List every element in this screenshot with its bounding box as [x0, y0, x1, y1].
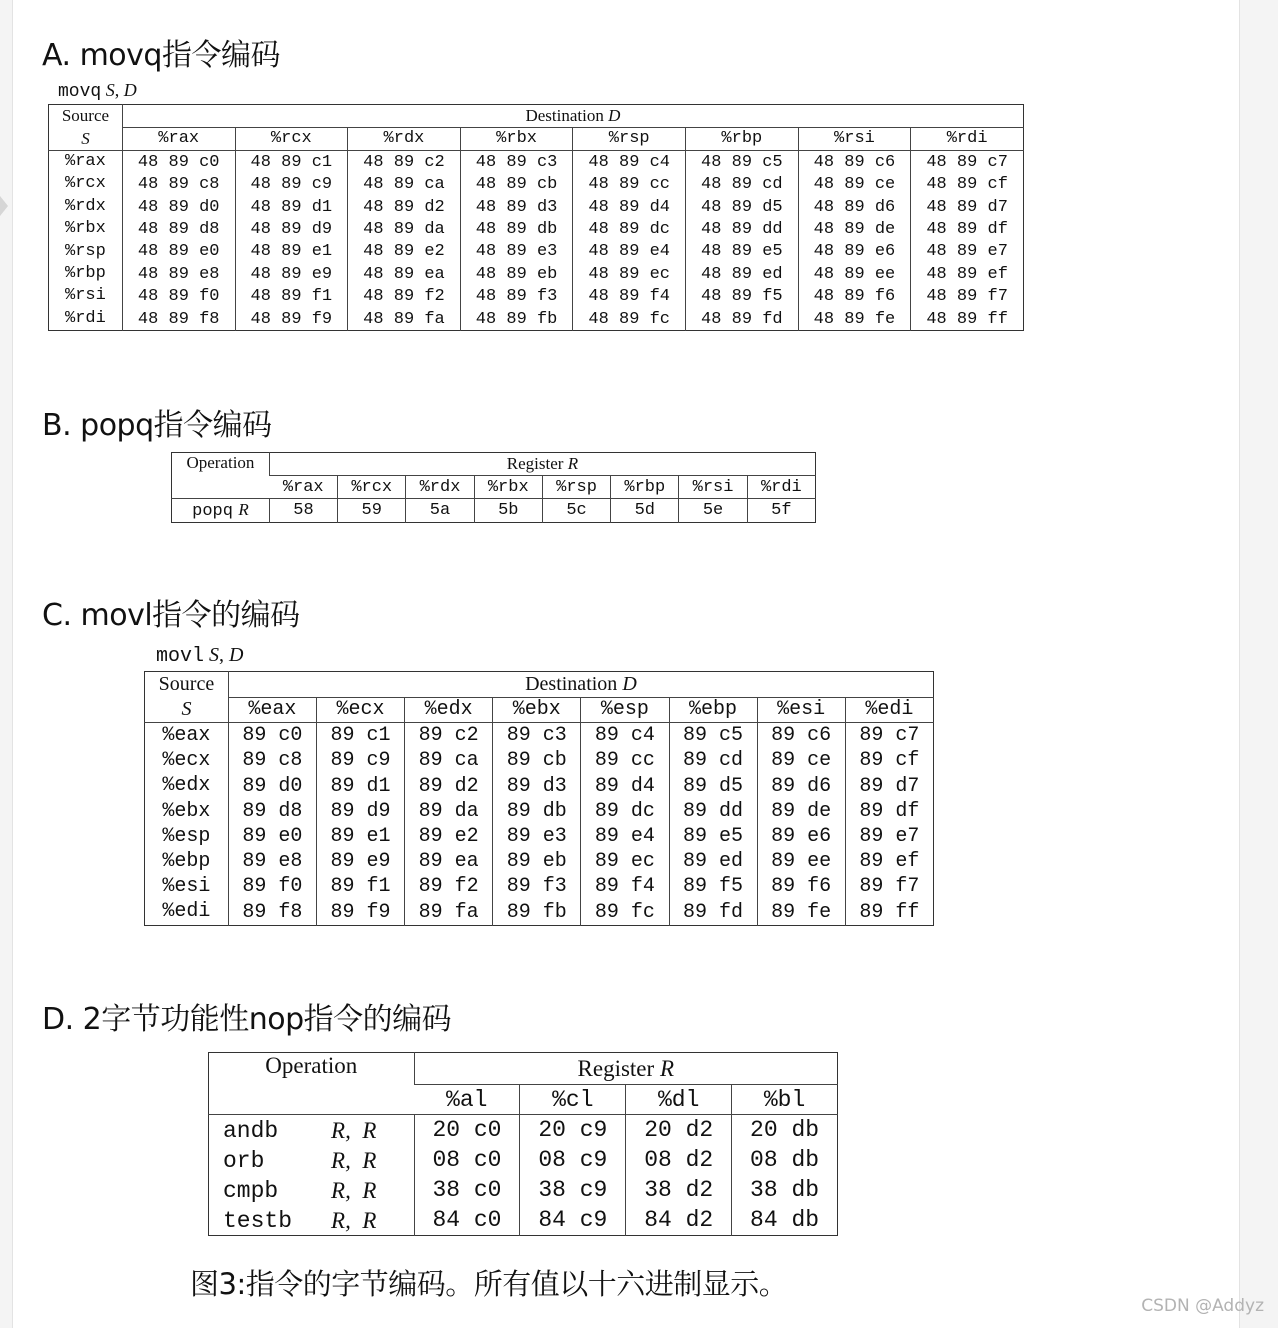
table-row: [172, 499, 816, 523]
table-row: [209, 1205, 838, 1236]
column-header: %rcx: [235, 127, 348, 151]
encoding-cell: 08 d2: [626, 1145, 732, 1175]
encoding-cell: 48 89 f1: [235, 285, 348, 307]
encoding-cell: 48 89 cf: [911, 173, 1024, 195]
table-row: [145, 824, 934, 849]
encoding-cell: 89 f4: [581, 874, 669, 899]
column-header: %rsi: [798, 127, 911, 151]
right-gutter: [1240, 0, 1278, 1328]
encoding-cell: 48 89 d5: [686, 196, 799, 218]
encoding-cell: 48 89 eb: [460, 263, 573, 285]
encoding-cell: 89 fc: [581, 899, 669, 925]
encoding-cell: 48 89 ce: [798, 173, 911, 195]
register-label: Register: [506, 454, 564, 473]
row-operation: [172, 499, 270, 523]
caption-op: movl: [156, 645, 205, 668]
destination-label: Destination: [525, 105, 604, 125]
table-row: [49, 218, 1024, 240]
encoding-cell: 89 e7: [845, 824, 933, 849]
encoding-cell: 89 c1: [317, 723, 405, 749]
column-header: %rbx: [474, 476, 542, 499]
column-header: %rdi: [911, 127, 1024, 151]
operation-header: Operation: [172, 453, 270, 499]
encoding-cell: 89 cf: [845, 748, 933, 773]
row-source: %rsp: [65, 241, 106, 261]
encoding-cell: 89 d2: [405, 773, 493, 798]
register-var: R: [659, 1055, 674, 1081]
encoding-cell: 89 c5: [669, 723, 757, 749]
encoding-cell: 89 eb: [493, 849, 581, 874]
operation-name: orb: [223, 1147, 265, 1174]
encoding-cell: 48 89 ec: [573, 263, 686, 285]
encoding-cell: 38 d2: [626, 1175, 732, 1205]
encoding-cell: 48 89 cc: [573, 173, 686, 195]
operation-var: R: [238, 500, 249, 519]
encoding-cell: 48 89 e6: [798, 241, 911, 263]
encoding-cell: 5b: [474, 499, 542, 523]
destination-var: D: [608, 105, 621, 125]
encoding-cell: 89 c4: [581, 723, 669, 749]
encoding-cell: 08 db: [732, 1145, 838, 1175]
encoding-cell: 89 e4: [581, 824, 669, 849]
encoding-cell: 20 db: [732, 1115, 838, 1146]
column-header: %bl: [732, 1085, 838, 1115]
encoding-cell: 84 c9: [520, 1205, 626, 1236]
register-var: R: [567, 454, 579, 473]
encoding-cell: 84 db: [732, 1205, 838, 1236]
register-header: [269, 453, 815, 476]
column-header: %rdx: [348, 127, 461, 151]
operation-name: popq: [192, 502, 233, 521]
encoding-cell: 48 89 d4: [573, 196, 686, 218]
row-source: %ecx: [162, 749, 211, 773]
encoding-cell: 48 89 c4: [573, 151, 686, 174]
encoding-cell: 48 89 db: [460, 218, 573, 240]
encoding-cell: 48 89 fc: [573, 308, 686, 331]
source-header: Source: [61, 106, 110, 125]
row-source: %rcx: [65, 174, 106, 194]
encoding-cell: 89 d3: [493, 773, 581, 798]
row-source: %rbp: [65, 264, 106, 284]
operand-var: R: [331, 1118, 346, 1143]
row-source: %rdx: [65, 196, 106, 216]
encoding-cell: 48 89 c3: [460, 151, 573, 174]
encoding-cell: 48 89 c2: [348, 151, 461, 174]
encoding-cell: 89 ee: [757, 849, 845, 874]
encoding-cell: 20 c9: [520, 1115, 626, 1146]
caption-op: movq: [58, 82, 102, 102]
encoding-cell: 48 89 f4: [573, 285, 686, 307]
table-a-caption: movq S, D: [58, 80, 137, 102]
caption-s: S: [105, 80, 115, 100]
column-header: %ebp: [669, 697, 757, 723]
operand-var: R: [362, 1208, 377, 1233]
row-operation: [209, 1175, 415, 1205]
row-source: %ebx: [162, 799, 211, 823]
table-row: [145, 748, 934, 773]
encoding-cell: 89 d9: [317, 799, 405, 824]
table-row: [145, 849, 934, 874]
caption-d: D: [229, 644, 244, 666]
encoding-cell: 5d: [611, 499, 679, 523]
destination-header: [228, 672, 933, 698]
operation-operands: R, R: [331, 1148, 377, 1173]
header-row: [49, 105, 1024, 128]
encoding-cell: 48 89 c7: [911, 151, 1024, 174]
encoding-cell: 48 89 ea: [348, 263, 461, 285]
encoding-cell: 48 89 e4: [573, 241, 686, 263]
encoding-cell: 89 f7: [845, 874, 933, 899]
column-header: %ebx: [493, 697, 581, 723]
encoding-cell: 48 89 c9: [235, 173, 348, 195]
encoding-cell: 89 f3: [493, 874, 581, 899]
column-header-row: [145, 697, 934, 723]
encoding-cell: 20 d2: [626, 1115, 732, 1146]
encoding-cell: 20 c0: [414, 1115, 520, 1146]
table-row: [209, 1175, 838, 1205]
encoding-cell: 48 89 f2: [348, 285, 461, 307]
table-row: [145, 874, 934, 899]
figure-caption: 图3:指令的字节编码。所有值以十六进制显示。: [190, 1267, 788, 1301]
row-source: %rsi: [65, 286, 106, 306]
encoding-cell: 89 f2: [405, 874, 493, 899]
operand-var: R: [362, 1118, 377, 1143]
source-header: Source: [158, 673, 215, 695]
encoding-cell: 89 e5: [669, 824, 757, 849]
encoding-cell: 59: [338, 499, 406, 523]
encoding-cell: 84 c0: [414, 1205, 520, 1236]
row-source: %rbx: [65, 219, 106, 239]
movl-encoding-table: [144, 671, 934, 926]
encoding-cell: 48 89 c0: [122, 151, 235, 174]
encoding-cell: 89 cb: [493, 748, 581, 773]
encoding-cell: 48 89 c5: [686, 151, 799, 174]
column-header: %rbx: [460, 127, 573, 151]
table-row: [49, 151, 1024, 174]
column-header: %ecx: [317, 697, 405, 723]
encoding-cell: 89 c8: [228, 748, 316, 773]
column-header: %rdi: [747, 476, 815, 499]
encoding-cell: 48 89 c8: [122, 173, 235, 195]
encoding-cell: 89 dd: [669, 799, 757, 824]
row-source: %rdi: [65, 308, 106, 328]
column-header: %edi: [845, 697, 933, 723]
operation-name: andb: [223, 1117, 279, 1144]
register-label: Register: [577, 1055, 655, 1081]
encoding-cell: 48 89 f3: [460, 285, 573, 307]
encoding-cell: 38 db: [732, 1175, 838, 1205]
encoding-cell: 48 89 dd: [686, 218, 799, 240]
encoding-cell: 48 89 de: [798, 218, 911, 240]
collapse-arrow-icon[interactable]: [0, 196, 8, 216]
encoding-cell: 48 89 dc: [573, 218, 686, 240]
caption-s: S: [209, 644, 220, 666]
row-operation: [209, 1205, 415, 1236]
encoding-cell: 48 89 ca: [348, 173, 461, 195]
section-c-title: C. movl指令的编码: [42, 598, 300, 633]
encoding-cell: 48 89 cb: [460, 173, 573, 195]
encoding-cell: 48 89 fa: [348, 308, 461, 331]
encoding-cell: 89 e3: [493, 824, 581, 849]
encoding-cell: 89 c7: [845, 723, 933, 749]
encoding-cell: 48 89 fd: [686, 308, 799, 331]
encoding-cell: 48 89 e9: [235, 263, 348, 285]
encoding-cell: 5a: [406, 499, 474, 523]
encoding-cell: 89 e1: [317, 824, 405, 849]
encoding-cell: 89 ec: [581, 849, 669, 874]
column-header-row: [49, 127, 1024, 151]
encoding-cell: 48 89 d8: [122, 218, 235, 240]
table-row: [49, 263, 1024, 285]
encoding-cell: 89 d7: [845, 773, 933, 798]
column-header: %rbp: [611, 476, 679, 499]
operation-operands: R, R: [331, 1208, 377, 1233]
encoding-cell: 38 c0: [414, 1175, 520, 1205]
encoding-cell: 89 c9: [317, 748, 405, 773]
destination-var: D: [622, 672, 637, 695]
column-header: %esi: [757, 697, 845, 723]
encoding-cell: 84 d2: [626, 1205, 732, 1236]
encoding-cell: 48 89 e5: [686, 241, 799, 263]
table-row: [145, 799, 934, 824]
encoding-cell: 48 89 c1: [235, 151, 348, 174]
encoding-cell: 48 89 e1: [235, 241, 348, 263]
table-c-caption: movl S, D: [156, 644, 244, 668]
encoding-cell: 89 f8: [228, 899, 316, 925]
nop-encoding-table: [208, 1052, 838, 1236]
operation-name: cmpb: [223, 1177, 279, 1204]
movq-encoding-table: [48, 104, 1024, 331]
row-operation: [209, 1145, 415, 1175]
encoding-cell: 48 89 ed: [686, 263, 799, 285]
encoding-cell: 89 d8: [228, 799, 316, 824]
table-row: [49, 308, 1024, 331]
encoding-cell: 89 fb: [493, 899, 581, 925]
encoding-cell: 48 89 d9: [235, 218, 348, 240]
encoding-cell: 48 89 c6: [798, 151, 911, 174]
column-header: %rdx: [406, 476, 474, 499]
table-row: [145, 723, 934, 749]
encoding-cell: 89 ed: [669, 849, 757, 874]
encoding-cell: 89 ce: [757, 748, 845, 773]
table-row: [209, 1145, 838, 1175]
column-header: %rax: [269, 476, 337, 499]
encoding-cell: 89 df: [845, 799, 933, 824]
operation-operands: R, R: [331, 1178, 377, 1203]
column-header: %rax: [122, 127, 235, 151]
column-header: %esp: [581, 697, 669, 723]
encoding-cell: 89 c2: [405, 723, 493, 749]
encoding-cell: 48 89 cd: [686, 173, 799, 195]
encoding-cell: 48 89 e2: [348, 241, 461, 263]
encoding-cell: 89 ff: [845, 899, 933, 925]
encoding-cell: 89 fd: [669, 899, 757, 925]
encoding-cell: 48 89 ef: [911, 263, 1024, 285]
encoding-cell: 89 dc: [581, 799, 669, 824]
table-row: [49, 196, 1024, 218]
column-header: %eax: [228, 697, 316, 723]
encoding-cell: 89 fa: [405, 899, 493, 925]
column-header: %rcx: [338, 476, 406, 499]
encoding-cell: 89 c0: [228, 723, 316, 749]
operand-var: R: [362, 1148, 377, 1173]
operand-var: R: [331, 1208, 346, 1233]
encoding-cell: 89 e0: [228, 824, 316, 849]
encoding-cell: 89 f6: [757, 874, 845, 899]
row-source: %edi: [162, 900, 211, 924]
encoding-cell: 58: [269, 499, 337, 523]
encoding-cell: 48 89 ee: [798, 263, 911, 285]
table-row: [145, 773, 934, 798]
encoding-cell: 08 c0: [414, 1145, 520, 1175]
encoding-cell: 89 fe: [757, 899, 845, 925]
table-row: [145, 899, 934, 925]
operation-header: Operation: [209, 1053, 415, 1115]
section-a-title: A. movq指令编码: [42, 38, 280, 73]
encoding-cell: 89 c3: [493, 723, 581, 749]
encoding-cell: 48 89 e7: [911, 241, 1024, 263]
encoding-cell: 89 d6: [757, 773, 845, 798]
encoding-cell: 48 89 f8: [122, 308, 235, 331]
encoding-cell: 89 da: [405, 799, 493, 824]
encoding-cell: 89 e9: [317, 849, 405, 874]
encoding-cell: 48 89 e3: [460, 241, 573, 263]
operation-name: testb: [223, 1207, 293, 1234]
encoding-cell: 48 89 f6: [798, 285, 911, 307]
encoding-cell: 5e: [679, 499, 747, 523]
table-row: [49, 173, 1024, 195]
register-header: [414, 1053, 837, 1085]
encoding-cell: 89 e2: [405, 824, 493, 849]
header-row: [209, 1053, 838, 1085]
encoding-cell: 89 c6: [757, 723, 845, 749]
encoding-cell: 48 89 fe: [798, 308, 911, 331]
encoding-cell: 89 f5: [669, 874, 757, 899]
encoding-cell: 48 89 e0: [122, 241, 235, 263]
encoding-cell: 48 89 f7: [911, 285, 1024, 307]
column-header: %rsi: [679, 476, 747, 499]
column-header: %rbp: [686, 127, 799, 151]
encoding-cell: 48 89 f5: [686, 285, 799, 307]
header-row: [172, 453, 816, 476]
table-row: [49, 241, 1024, 263]
encoding-cell: 48 89 da: [348, 218, 461, 240]
encoding-cell: 89 cd: [669, 748, 757, 773]
encoding-cell: 89 f1: [317, 874, 405, 899]
encoding-cell: 48 89 d0: [122, 196, 235, 218]
row-source: %edx: [162, 774, 211, 798]
column-header: %dl: [626, 1085, 732, 1115]
encoding-cell: 89 d0: [228, 773, 316, 798]
encoding-cell: 48 89 d2: [348, 196, 461, 218]
encoding-cell: 89 e8: [228, 849, 316, 874]
destination-header: [122, 105, 1023, 128]
encoding-cell: 89 f9: [317, 899, 405, 925]
column-header: %cl: [520, 1085, 626, 1115]
encoding-cell: 89 cc: [581, 748, 669, 773]
row-source: %rax: [65, 152, 106, 171]
encoding-cell: 38 c9: [520, 1175, 626, 1205]
row-source: %eax: [162, 724, 211, 747]
source-var: S: [145, 697, 229, 723]
destination-label: Destination: [525, 672, 618, 695]
column-header: %rsp: [573, 127, 686, 151]
row-source: %esp: [162, 824, 211, 848]
operation-operands: R, R: [331, 1118, 377, 1143]
encoding-cell: 89 f0: [228, 874, 316, 899]
encoding-cell: 08 c9: [520, 1145, 626, 1175]
row-source: %ebp: [162, 850, 211, 874]
encoding-cell: 89 ca: [405, 748, 493, 773]
operand-var: R: [331, 1178, 346, 1203]
encoding-cell: 48 89 d7: [911, 196, 1024, 218]
encoding-cell: 5c: [542, 499, 610, 523]
column-header: %al: [414, 1085, 520, 1115]
encoding-cell: 5f: [747, 499, 815, 523]
source-var: S: [49, 127, 123, 151]
row-operation: [209, 1115, 415, 1146]
row-source: %esi: [162, 875, 211, 899]
encoding-cell: 48 89 f0: [122, 285, 235, 307]
column-header: %rsp: [542, 476, 610, 499]
encoding-cell: 48 89 ff: [911, 308, 1024, 331]
encoding-cell: 48 89 f9: [235, 308, 348, 331]
header-row: [145, 672, 934, 698]
operand-var: R: [362, 1178, 377, 1203]
encoding-cell: 48 89 d1: [235, 196, 348, 218]
caption-d: D: [123, 80, 137, 100]
encoding-cell: 48 89 e8: [122, 263, 235, 285]
encoding-cell: 48 89 fb: [460, 308, 573, 331]
encoding-cell: 89 d4: [581, 773, 669, 798]
encoding-cell: 89 ea: [405, 849, 493, 874]
encoding-cell: 89 d1: [317, 773, 405, 798]
encoding-cell: 89 db: [493, 799, 581, 824]
encoding-cell: 89 d5: [669, 773, 757, 798]
watermark: CSDN @Addyz: [1141, 1296, 1264, 1316]
encoding-cell: 48 89 df: [911, 218, 1024, 240]
encoding-cell: 48 89 d3: [460, 196, 573, 218]
operand-var: R: [331, 1148, 346, 1173]
encoding-cell: 89 ef: [845, 849, 933, 874]
section-d-title: D. 2字节功能性nop指令的编码: [42, 1002, 452, 1037]
column-header: %edx: [405, 697, 493, 723]
encoding-cell: 48 89 d6: [798, 196, 911, 218]
table-row: [49, 285, 1024, 307]
table-row: [209, 1115, 838, 1146]
popq-encoding-table: [171, 452, 816, 523]
encoding-cell: 89 de: [757, 799, 845, 824]
encoding-cell: 89 e6: [757, 824, 845, 849]
section-b-title: B. popq指令编码: [42, 408, 272, 443]
